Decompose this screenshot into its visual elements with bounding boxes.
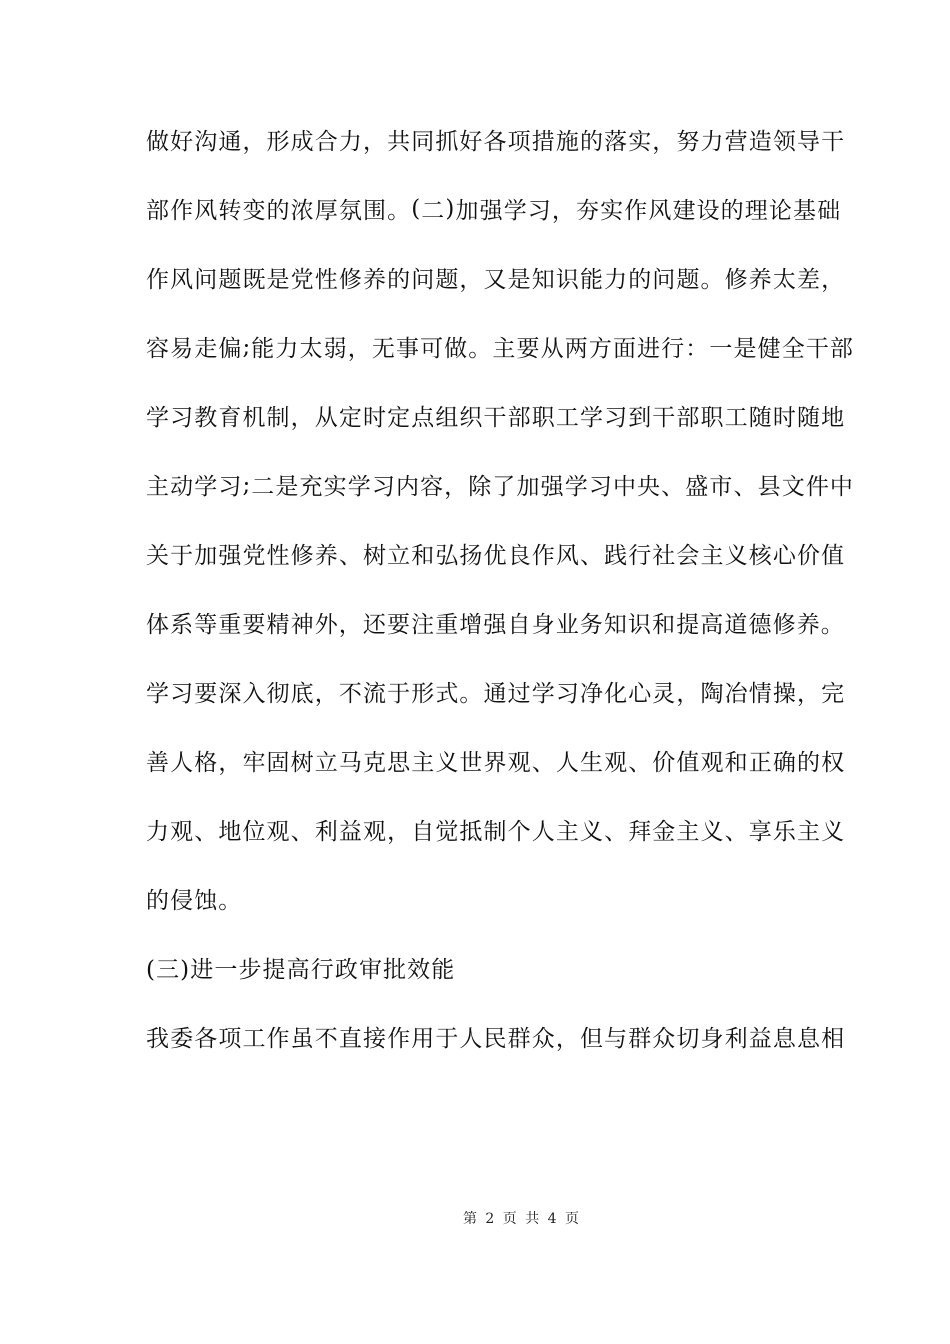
text-line: 力 观 、 地 位 观 、 利 益 观 ， 自 觉 抵 制 个 人 主 义 、 拜 金 主 义 、 享 乐 主 义 — [146, 819, 846, 845]
text-line: 部 作 风 转 变 的 浓 厚 氛 围 。 ( 二 ) 加 强 学 习 ， 夯 实 作 风 建 设 的 理 论 基 础 — [146, 195, 842, 224]
text-line: 学 习 教 育 机 制 ， 从 定 时 定 点 组 织 干 部 职 工 学 习 到 干 部 职 工 随 时 随 地 — [146, 405, 846, 431]
text-line: 学 习 要 深 入 彻 底 ， 不 流 于 形 式 。 通 过 学 习 净 化 心 灵 ， 陶 冶 情 操 ， 完 — [146, 681, 846, 707]
text-line: 善 人 格 ， 牢 固 树 立 马 克 思 主 义 世 界 观 、 人 生 观 、 价 值 观 和 正 确 的 权 — [146, 750, 846, 776]
page-number-footer: 第 2 页 共 4 页 — [462, 1211, 582, 1227]
text-line: 我 委 各 项 工 作 虽 不 直 接 作 用 于 人 民 群 众 ， 但 与 群 众 切 身 利 益 息 息 相 — [146, 1026, 846, 1052]
document-body — [146, 105, 855, 1071]
text-line: 做 好 沟 通 ， 形 成 合 力 ， 共 同 抓 好 各 项 措 施 的 落 实 ， 努 力 营 造 领 导 干 — [146, 129, 846, 155]
text-line: 主 动 学 习 ; 二 是 充 实 学 习 内 容 ， 除 了 加 强 学 习 中 央 、 盛 市 、 县 文 件 中 — [146, 471, 855, 500]
text-line: 容 易 走 偏 ; 能 力 太 弱 ， 无 事 可 做 。 主 要 从 两 方 面 进 行 ： 一 是 健 全 干 部 — [146, 333, 855, 362]
text-line: 体系等重要精神外，还要注重增强自身业务知识和提高道德修养。 — [146, 612, 845, 638]
text-line: 的侵蚀。 — [146, 888, 243, 914]
text-line: 作 风 问 题 既 是 党 性 修 养 的 问 题 ， 又 是 知 识 能 力 的 问 题 。 修 养 太 差 ， — [146, 267, 846, 293]
text-line: 关 于 加 强 党 性 修 养 、 树 立 和 弘 扬 优 良 作 风 、 践 行 社 会 主 义 核 心 价 值 — [146, 543, 846, 569]
section-heading: (三)进一步提高行政审批效能 — [146, 957, 456, 983]
